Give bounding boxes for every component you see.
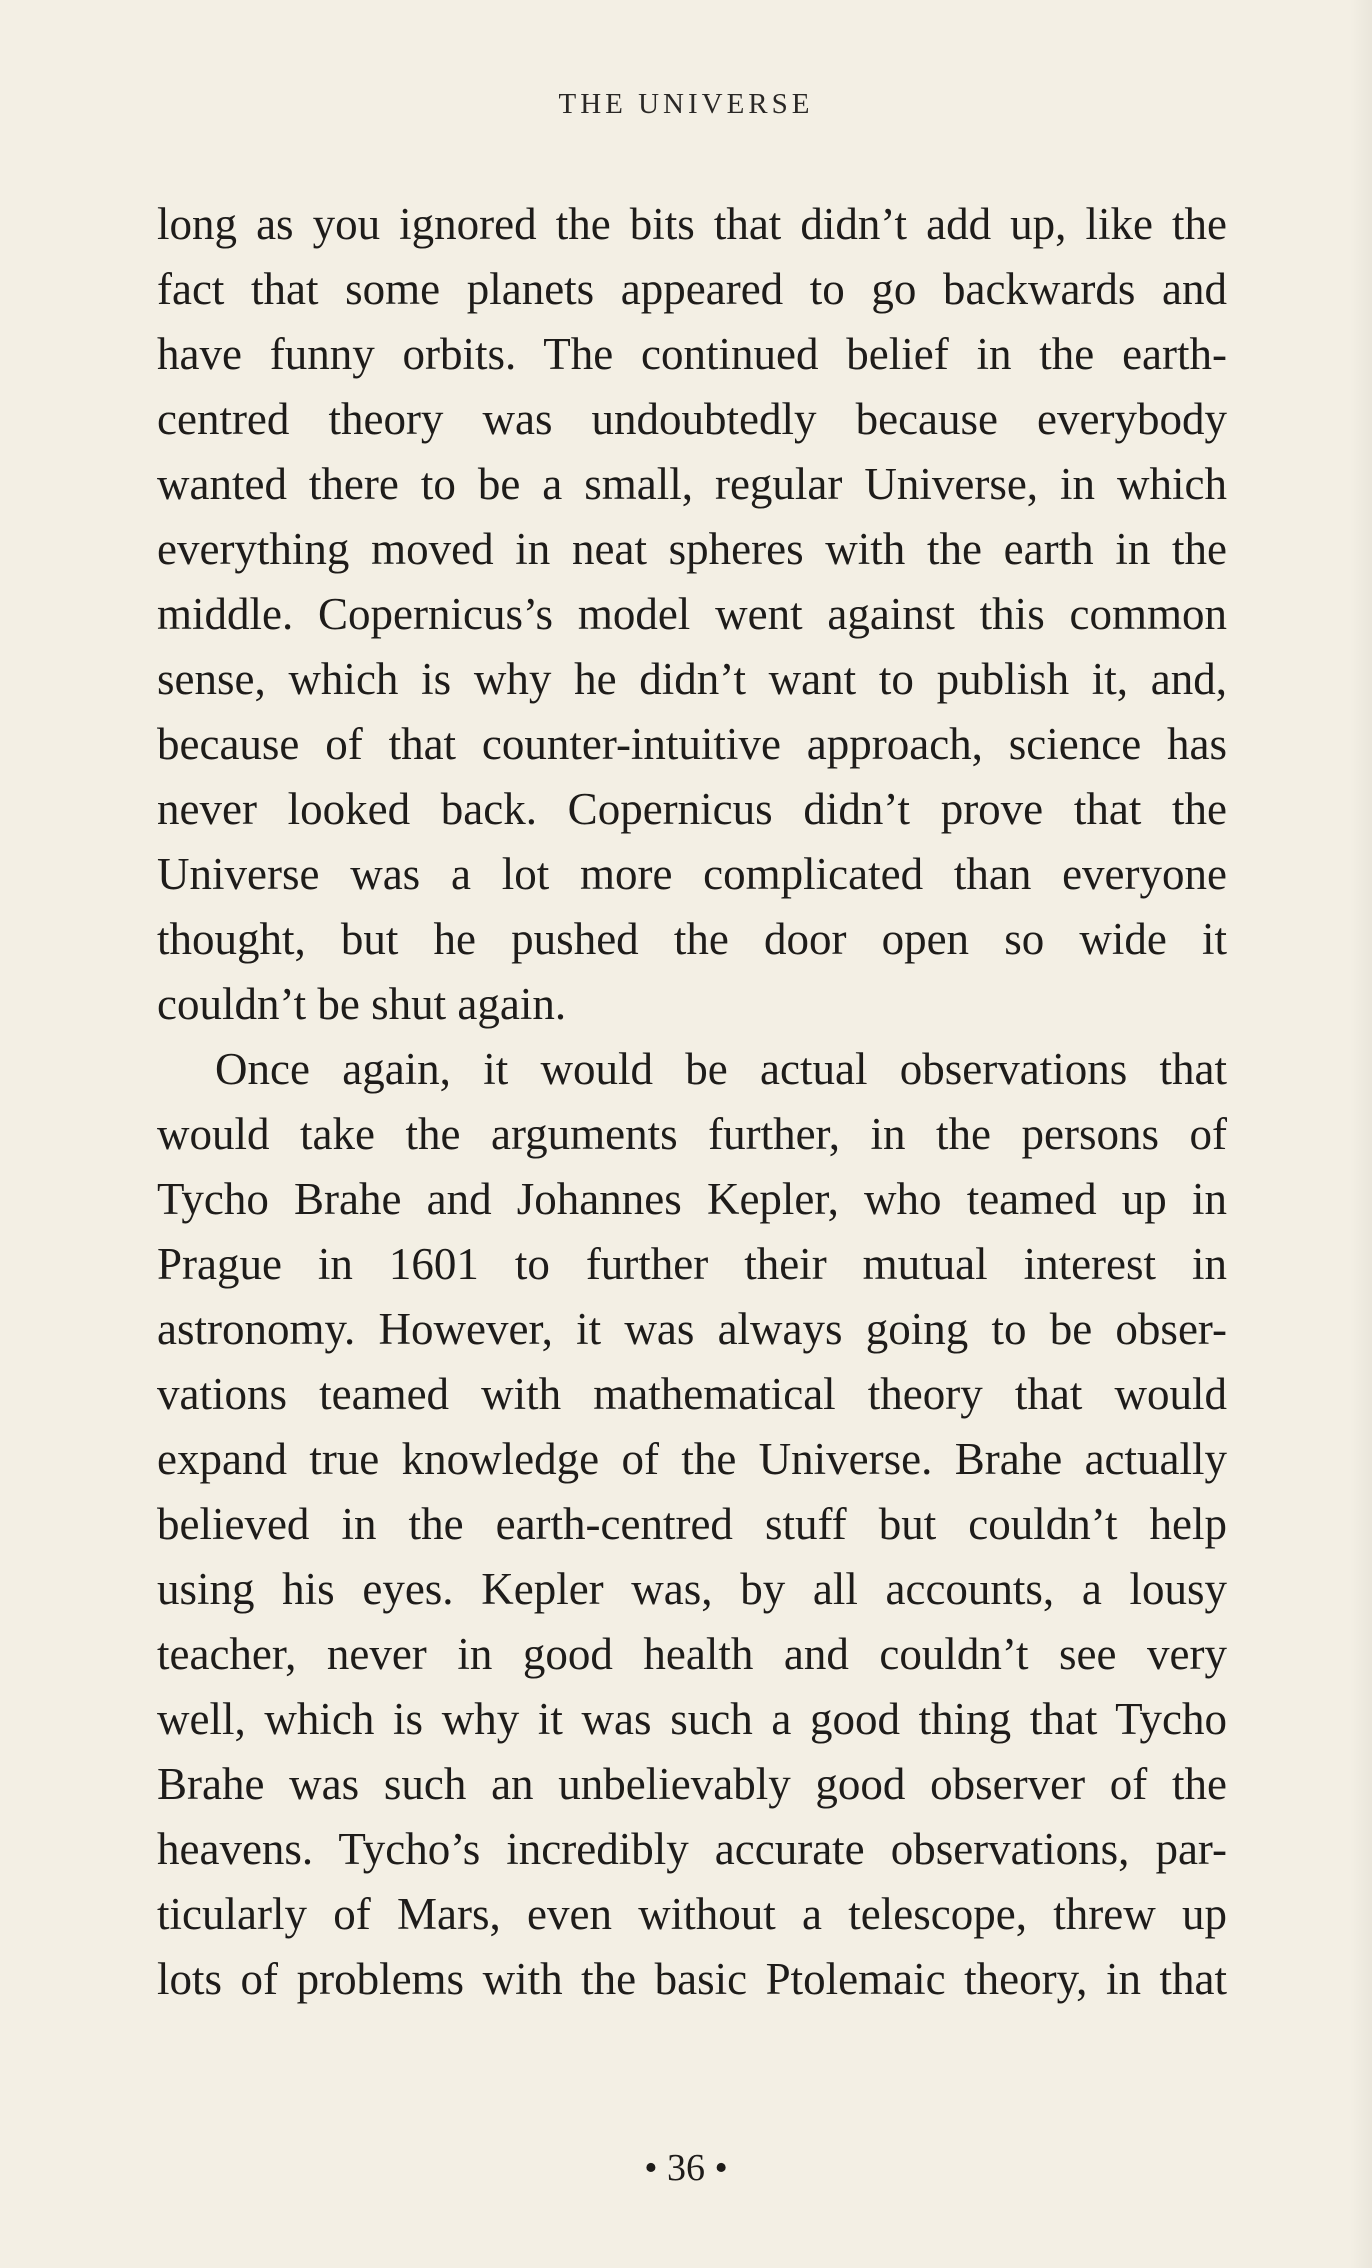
text-line: using his eyes. Kepler was, by all accounts, a lousy (157, 1564, 1227, 1614)
text-line: vations teamed with mathematical theory that would (157, 1369, 1227, 1419)
text-line: teacher, never in good health and couldn’t see very (157, 1629, 1227, 1679)
text-line: lots of problems with the basic Ptolemaic theory, in that (157, 1954, 1227, 2004)
page-edge-shadow (1350, 0, 1372, 2268)
text-line: sense, which is why he didn’t want to publish it, and, (157, 654, 1227, 704)
text-line: expand true knowledge of the Universe. Brahe actually (157, 1434, 1227, 1484)
text-line: couldn’t be shut again. (157, 979, 567, 1029)
body-text (157, 192, 1227, 2012)
running-head: THE UNIVERSE (558, 88, 814, 120)
text-line: thought, but he pushed the door open so wide it (157, 914, 1227, 964)
text-line: everything moved in neat spheres with the earth in the (157, 524, 1227, 574)
text-line: never looked back. Copernicus didn’t prove that the (157, 784, 1227, 834)
text-line: Prague in 1601 to further their mutual interest in (157, 1239, 1227, 1289)
text-line: because of that counter-intuitive approach, science has (157, 719, 1227, 769)
text-line: ticularly of Mars, even without a telescope, threw up (157, 1889, 1227, 1939)
text-line: long as you ignored the bits that didn’t add up, like the (157, 199, 1227, 249)
text-line: well, which is why it was such a good thing that Tycho (157, 1694, 1227, 1744)
text-line: would take the arguments further, in the persons of (157, 1109, 1227, 1159)
text-line: middle. Copernicus’s model went against this common (157, 589, 1227, 639)
text-line: fact that some planets appeared to go backwards and (157, 264, 1227, 314)
text-line: Tycho Brahe and Johannes Kepler, who teamed up in (157, 1174, 1227, 1224)
text-line: Brahe was such an unbelievably good observer of the (157, 1759, 1227, 1809)
text-line: have funny orbits. The continued belief in the earth- (157, 329, 1227, 379)
text-line: Once again, it would be actual observations that (215, 1044, 1227, 1094)
text-line: wanted there to be a small, regular Universe, in which (157, 459, 1227, 509)
text-line: centred theory was undoubtedly because everybody (157, 394, 1227, 444)
text-line: astronomy. However, it was always going to be obser- (157, 1304, 1227, 1354)
text-line: believed in the earth-centred stuff but couldn’t help (157, 1499, 1227, 1549)
text-line: Universe was a lot more complicated than everyone (157, 849, 1227, 899)
text-line: heavens. Tycho’s incredibly accurate observations, par- (157, 1824, 1227, 1874)
page-number: • 36 • (644, 2147, 728, 2189)
